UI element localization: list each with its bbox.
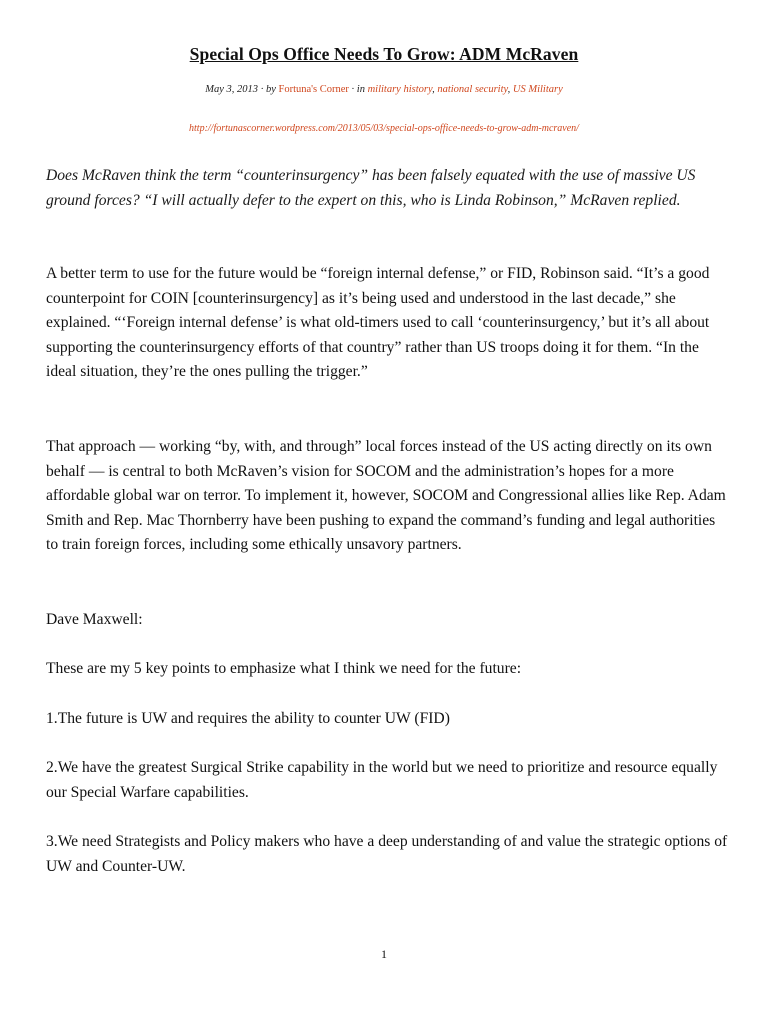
category-link-us-military[interactable]: US Military xyxy=(512,84,563,95)
body-paragraph: That approach — working “by, with, and through” local forces instead of the US acting directly on its own behalf — is central to both McRaven’s vision for SOCOM and the administration’s hopes for a more affordable global war on terror. To implement it, however, SOCOM and Congressional allies like Rep. Adam Smith and Rep. Mac Thornberry have been pushing to expand the command’s funding and legal authorities to train foreign forces, including some ethically unsavory partners. xyxy=(46,438,726,553)
author-link[interactable]: Fortuna's Corner xyxy=(278,84,349,95)
category-separator: , xyxy=(507,84,513,95)
body-paragraph: These are my 5 key points to emphasize what I think we need for the future: xyxy=(46,660,522,677)
article-meta xyxy=(0,84,768,95)
by-text: · by xyxy=(258,84,279,95)
in-text: · in xyxy=(348,84,368,95)
list-item: 3.We need Strategists and Policy makers who have a deep understanding of and value the strategic options of UW and Counter-UW. xyxy=(46,833,728,875)
post-date: May 3, 2013 xyxy=(205,84,259,95)
source-url-link[interactable]: http://fortunascorner.wordpress.com/2013/05/03/special-ops-office-needs-to-grow-adm-mcraven/ xyxy=(189,123,579,134)
list-item: 2.We have the greatest Surgical Strike capability in the world but we need to prioritize and resource equally our Special Warfare capabilities. xyxy=(46,759,718,801)
lead-paragraph: Does McRaven think the term “counterinsurgency” has been falsely equated with the use of massive US ground forces? “I will actually defer to the expert on this, who is Linda Robinson,” McRaven replied. xyxy=(46,167,696,209)
speaker-label: Dave Maxwell: xyxy=(46,611,143,628)
body-paragraph: A better term to use for the future would be “foreign internal defense,” or FID, Robinson said. “It’s a good counterpoint for COIN [counterinsurgency] as it’s being used and understood in the last decade,” she explained. “‘Foreign internal defense’ is what old-timers used to call ‘counterinsurgency,’ but it’s all about supporting the counterinsurgency efforts of that country” rather than US troops doing it for them. “In the ideal situation, they’re the ones pulling the trigger.” xyxy=(46,265,710,380)
category-link-military-history[interactable]: military history xyxy=(367,84,433,95)
list-item: 1.The future is UW and requires the ability to counter UW (FID) xyxy=(46,710,450,727)
category-link-national-security[interactable]: national security xyxy=(437,84,508,95)
category-separator: , xyxy=(432,84,438,95)
article-title: Special Ops Office Needs To Grow: ADM McRaven xyxy=(189,44,579,64)
page-number: 1 xyxy=(381,947,387,961)
